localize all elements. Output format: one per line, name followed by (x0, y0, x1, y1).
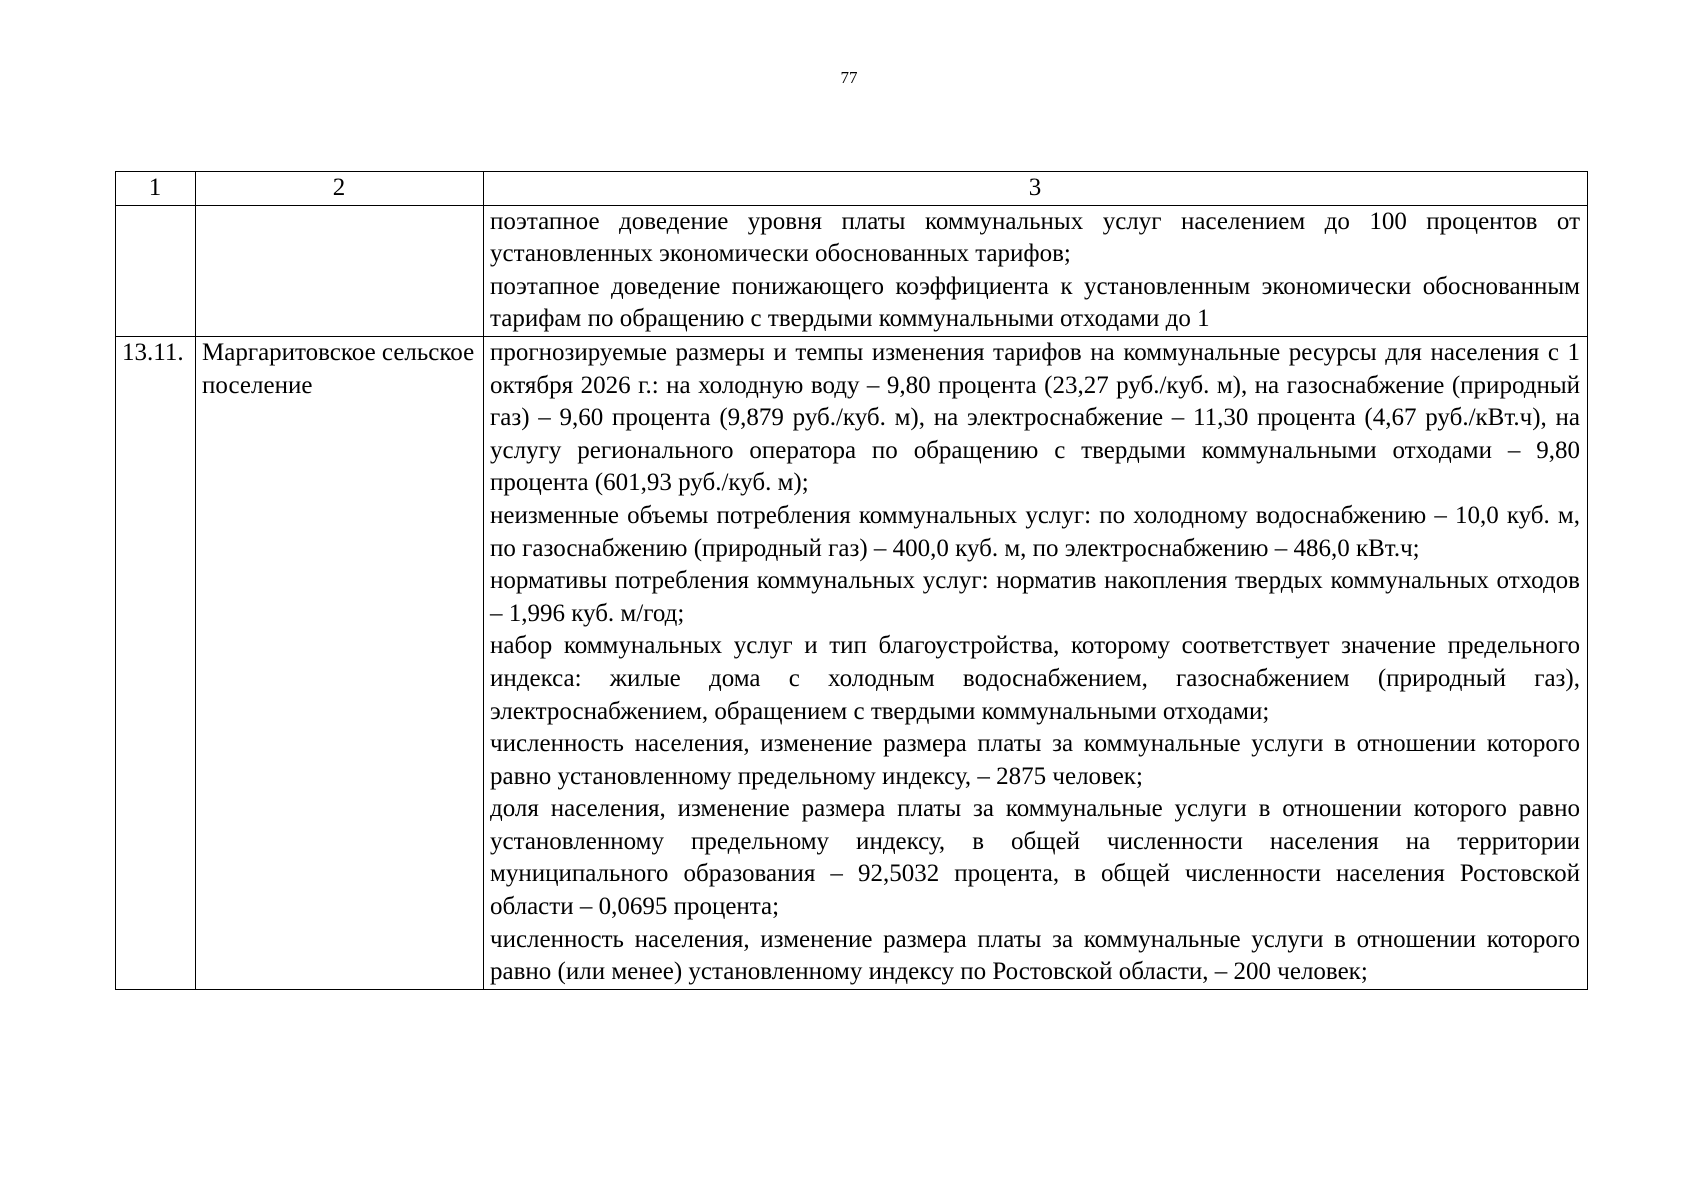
row-text-cell (484, 336, 1588, 989)
paragraph: набор коммунальных услуг и тип благоустройства, которому соответствует значение предельного индекса: жилые дома с холодным водоснабжением, газоснабжением (природный газ), электроснабжением, обращением с твердыми коммунальными отходами; (490, 632, 1580, 725)
continuation-number-cell (116, 205, 196, 336)
municipality-name-cell: Маргаритовское сельское поселение (196, 336, 484, 989)
header-col-3: 3 (484, 172, 1588, 206)
paragraph: доля населения, изменение размера платы за коммунальные услуги в отношении которого равно установленному предельному индексу, в общей численности населения на территории муниципального образования – 92,5032 процента, в общей численности населения Ростовской области – 0,0695 процента; (490, 795, 1580, 921)
header-col-1: 1 (116, 172, 196, 206)
continuation-text-cell (484, 205, 1588, 336)
paragraph: неизменные объемы потребления коммунальных услуг: по холодному водоснабжению – 10,0 куб. м, по газоснабжению (природный газ) – 400,0 куб. м, по электроснабжению – 486,0 кВт.ч; (490, 501, 1580, 562)
row-number-cell: 13.11. (116, 336, 196, 989)
paragraph: численность населения, изменение размера платы за коммунальные услуги в отношении которого равно (или менее) установленному индексу по Ростовской области, – 200 человек; (490, 925, 1580, 986)
paragraph: прогнозируемые размеры и темпы изменения тарифов на коммунальные ресурсы для населения с 1 октября 2026 г.: на холодную воду – 9,80 процента (23,27 руб./куб. м), на газоснабжение (природный газ) – 9,60 процента (9,879 руб./куб. м), на электроснабжение – 11,30 процента (4,67 руб./кВт.ч), на услугу регионального оператора по обращению с твердыми коммунальными отходами – 9,80 процента (601,93 руб./куб. м); (490, 338, 1580, 497)
tariff-table (115, 171, 1588, 990)
page-number: 77 (840, 68, 858, 87)
table-header-row (116, 172, 1588, 206)
paragraph: поэтапное доведение понижающего коэффициента к установленным экономически обоснованным тарифам по обращению с твердыми коммунальными отходами до 1 (490, 272, 1580, 333)
paragraph: нормативы потребления коммунальных услуг: норматив накопления твердых коммунальных отходов – 1,996 куб. м/год; (490, 567, 1580, 627)
paragraph: численность населения, изменение размера платы за коммунальные услуги в отношении которого равно установленному предельному индексу, – 2875 человек; (490, 730, 1580, 790)
table-row (116, 336, 1588, 989)
header-col-2: 2 (196, 172, 484, 206)
continuation-row (116, 205, 1588, 336)
paragraph: поэтапное доведение уровня платы коммунальных услуг населением до 100 процентов от установленных экономически обоснованных тарифов; (490, 207, 1580, 268)
continuation-name-cell (196, 205, 484, 336)
